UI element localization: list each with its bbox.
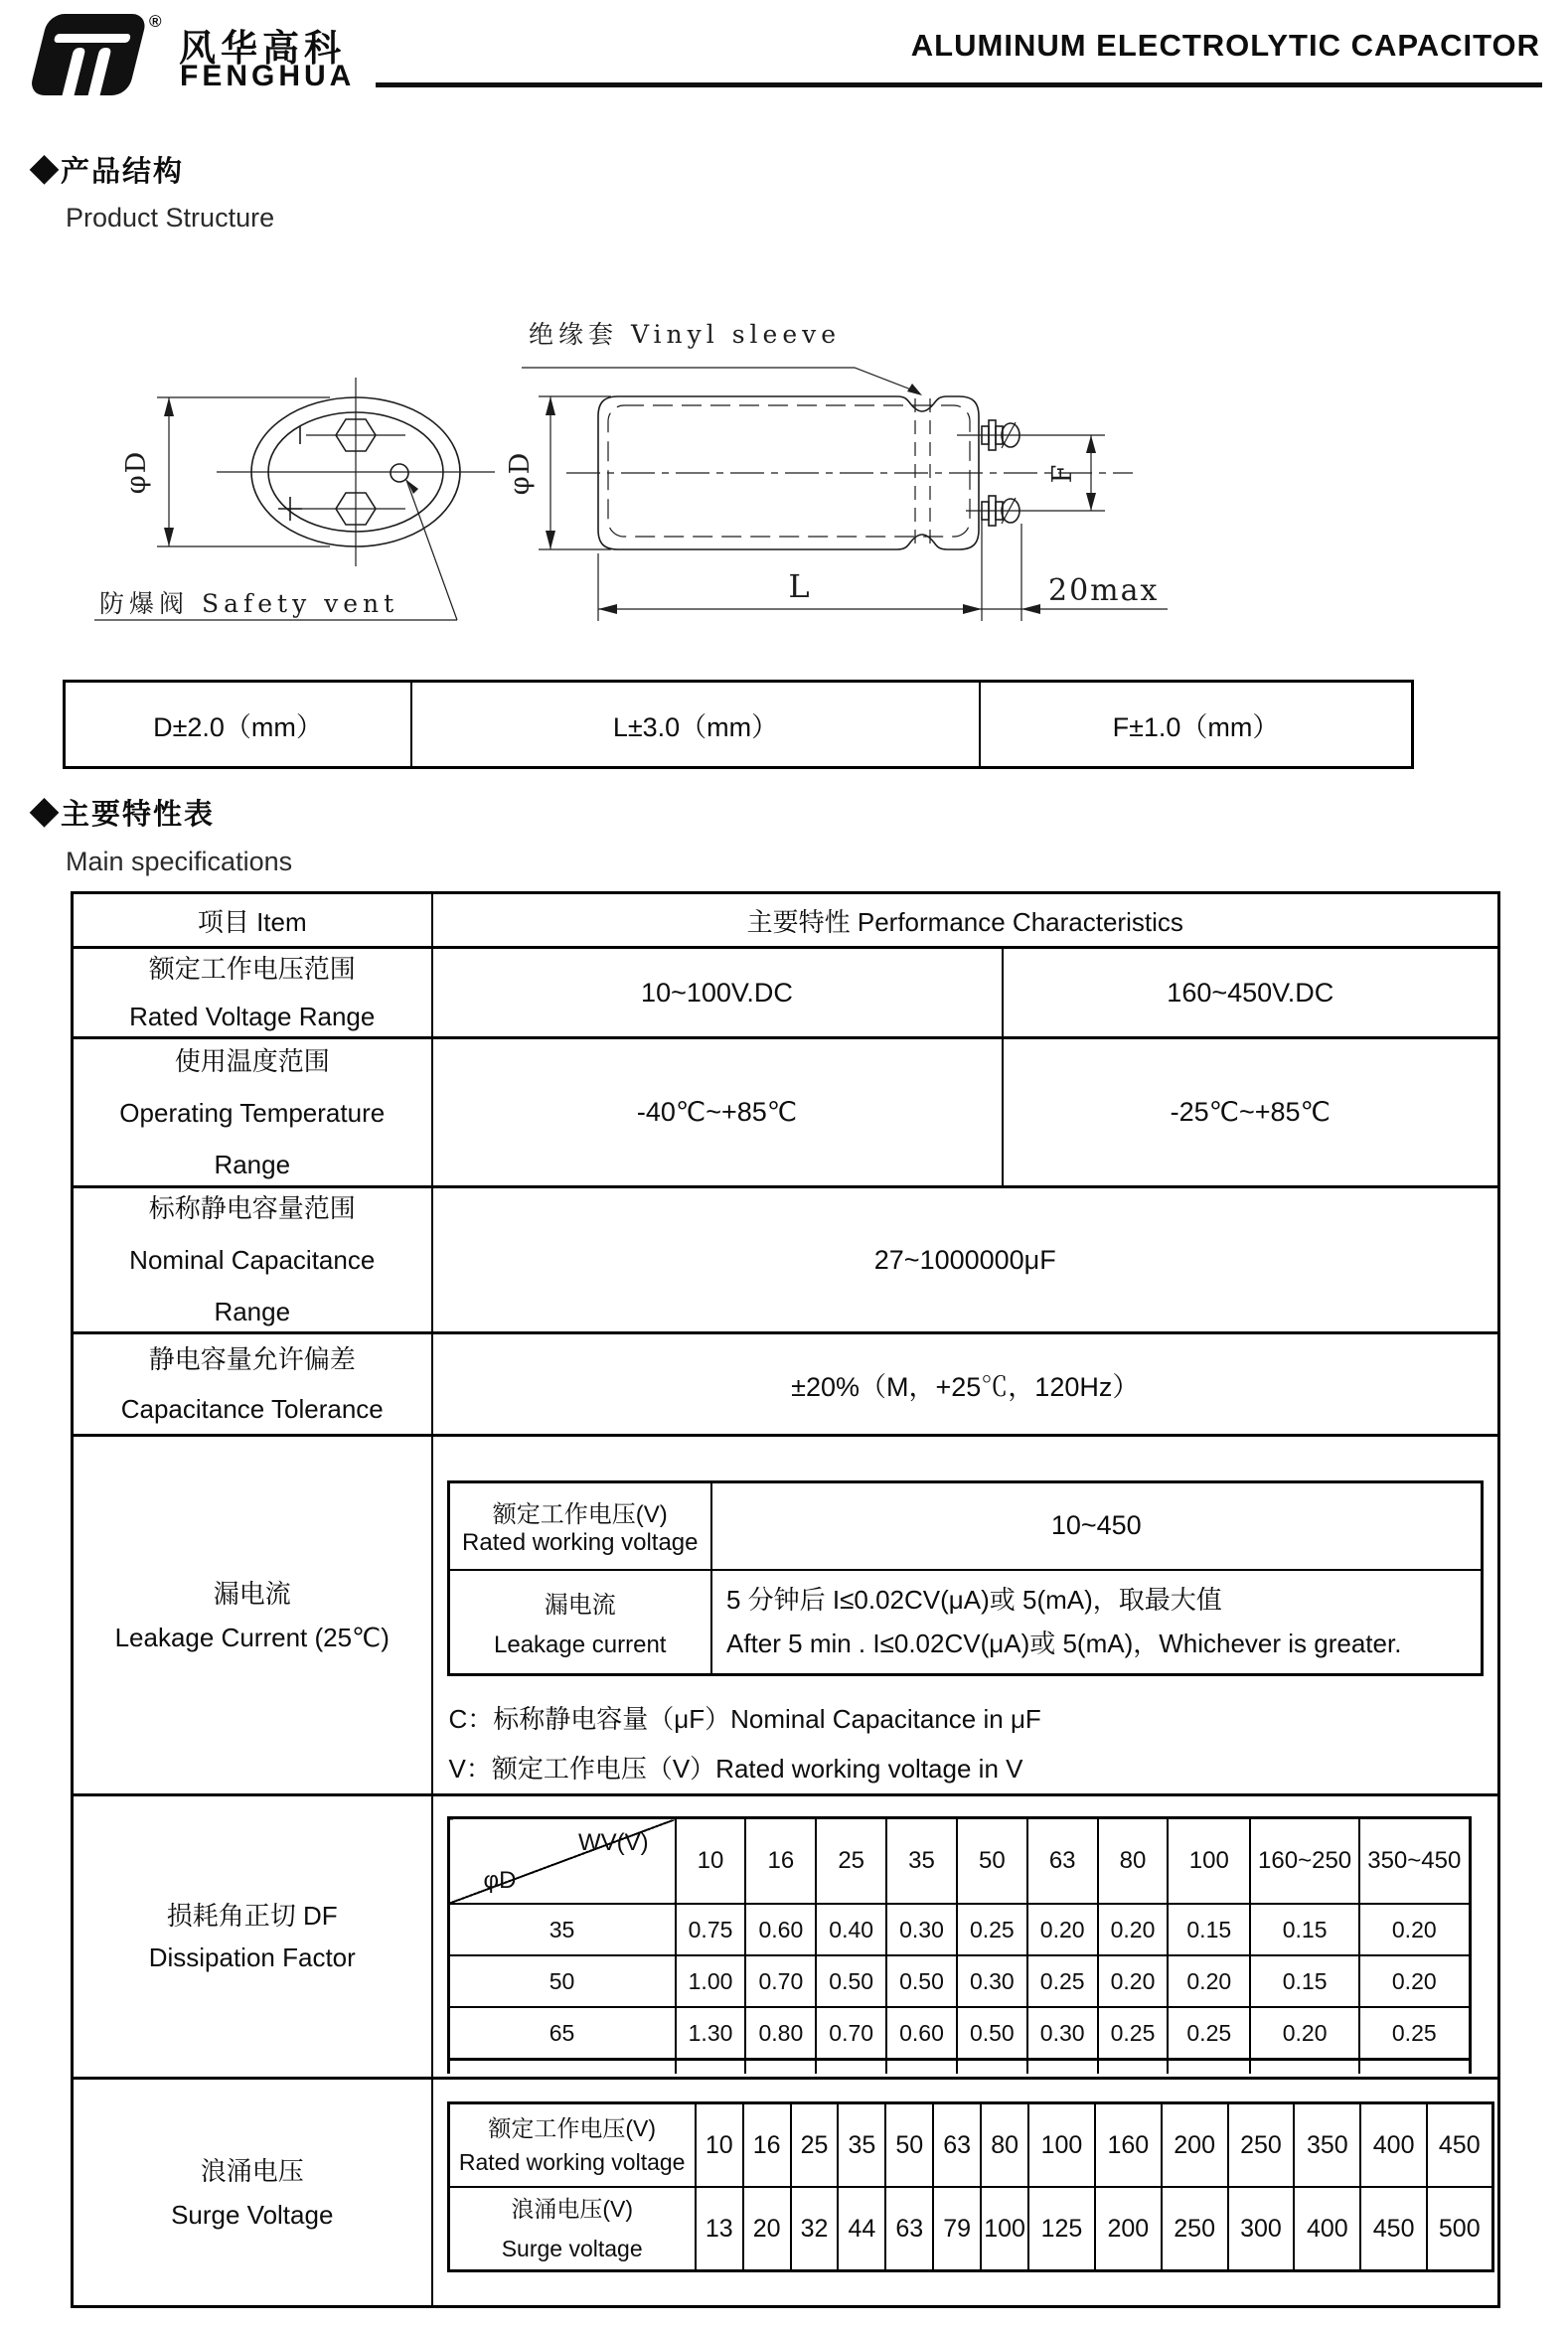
df-value: 0.25 <box>1027 1955 1098 2007</box>
df-label-en: Dissipation Factor <box>148 1942 356 1972</box>
leakage-voltage-label-en: Rated working voltage <box>462 1529 699 1557</box>
col-performance-header: 主要特性 Performance Characteristics <box>432 893 1499 948</box>
df-dia: 65 <box>448 2007 676 2060</box>
df-value: 0.40 <box>816 1904 886 1955</box>
row-leakage-current <box>73 1436 1499 1795</box>
surge-rated-value: 160 <box>1095 2103 1162 2188</box>
brand-name-en: FENGHUA <box>180 60 356 92</box>
surge-rated-value: 63 <box>933 2103 981 2188</box>
surge-rated-value: 35 <box>838 2103 885 2188</box>
df-value: 0.75 <box>676 1904 746 1955</box>
table-header-row <box>73 893 1499 948</box>
brand-name-cn: 风华高科 <box>179 28 346 69</box>
df-value: 0.20 <box>1359 1955 1470 2007</box>
tolerance-l: L±3.0（mm） <box>410 683 979 766</box>
df-col: 160~250 <box>1250 1818 1359 1905</box>
leakage-note-c: C：标称静电容量（μF）Nominal Capacitance in μF <box>448 1704 1041 1734</box>
tolerance-label-en: Capacitance Tolerance <box>120 1394 384 1424</box>
temperature-label-en1: Operating Temperature <box>119 1097 386 1128</box>
surge-value-row <box>448 2187 1492 2271</box>
df-dia: 35 <box>448 1904 676 1955</box>
leakage-inner-table <box>447 1480 1484 1676</box>
df-col: 35 <box>886 1818 957 1905</box>
temperature-low: -40℃~+85℃ <box>432 1038 1003 1187</box>
df-value: 0.25 <box>1359 2007 1470 2060</box>
df-value: 0.25 <box>1168 2007 1250 2060</box>
df-value: 0.25 <box>957 1904 1027 1955</box>
rated-voltage-high: 160~450V.DC <box>1003 948 1499 1038</box>
product-structure-drawing <box>70 293 1242 661</box>
df-corner-cell <box>448 1818 676 1905</box>
df-row-35 <box>448 1904 1470 1955</box>
row-dissipation-factor <box>73 1795 1499 2079</box>
df-value: 1.30 <box>676 2007 746 2060</box>
row-surge-voltage <box>73 2079 1499 2307</box>
leakage-voltage-value: 10~450 <box>711 1482 1482 1570</box>
dim-phi-d-side: φD <box>505 450 536 496</box>
leakage-current-label-cn: 漏电流 <box>544 1591 616 1619</box>
surge-value: 400 <box>1294 2187 1360 2271</box>
df-value: 0.15 <box>1168 1904 1250 1955</box>
df-col: 80 <box>1098 1818 1169 1905</box>
dim-l: L <box>788 567 812 605</box>
df-value: 0.70 <box>816 2007 886 2060</box>
dimension-tolerance-table <box>63 680 1414 769</box>
df-col: 25 <box>816 1818 886 1905</box>
surge-rated-value: 250 <box>1228 2103 1295 2188</box>
surge-value: 200 <box>1095 2187 1162 2271</box>
df-value: 0.20 <box>1098 1955 1169 2007</box>
surge-value: 250 <box>1162 2187 1228 2271</box>
surge-rated-value: 25 <box>791 2103 839 2188</box>
df-value: 1.00 <box>676 1955 746 2007</box>
section-main-specs-en: Main specifications <box>66 847 293 876</box>
header-rule <box>376 82 1542 87</box>
df-col: 63 <box>1027 1818 1098 1905</box>
df-value: 0.50 <box>886 1955 957 2007</box>
rated-voltage-low: 10~100V.DC <box>432 948 1003 1038</box>
df-value: 0.20 <box>1027 1904 1098 1955</box>
df-value: 0.15 <box>1250 1955 1359 2007</box>
fenghua-logo-icon <box>28 10 152 102</box>
df-value: 0.20 <box>1168 1955 1250 2007</box>
surge-rated-value: 10 <box>696 2103 743 2188</box>
surge-rated-value: 350 <box>1294 2103 1360 2188</box>
df-row-50 <box>448 1955 1470 2007</box>
df-value: 0.30 <box>1027 2007 1098 2060</box>
df-value: 0.50 <box>957 2007 1027 2060</box>
df-col: 10 <box>676 1818 746 1905</box>
df-row-65 <box>448 2007 1470 2060</box>
df-value: 0.20 <box>1250 2007 1359 2060</box>
page-title: ALUMINUM ELECTROLYTIC CAPACITOR <box>910 28 1540 63</box>
leakage-current-label-en: Leakage current <box>494 1631 667 1658</box>
surge-value: 300 <box>1228 2187 1295 2271</box>
registered-trademark: ® <box>149 12 162 31</box>
dim-20max: 20max <box>1048 573 1160 608</box>
surge-value: 450 <box>1360 2187 1427 2271</box>
row-operating-temperature <box>73 1038 1499 1187</box>
tolerance-f: F±1.0（mm） <box>979 683 1411 766</box>
df-clipped-row <box>448 2060 1470 2075</box>
surge-rated-value: 80 <box>981 2103 1028 2188</box>
col-item-header: 项目 Item <box>73 893 432 948</box>
surge-value: 63 <box>885 2187 933 2271</box>
dim-f: F <box>1047 462 1078 484</box>
surge-rated-value: 200 <box>1162 2103 1228 2188</box>
df-value: 0.30 <box>957 1955 1027 2007</box>
capacitor-top-view <box>94 378 495 620</box>
section-main-specs-cn: ◆主要特性表 <box>30 799 216 831</box>
vinyl-sleeve-label: 绝缘套 Vinyl sleeve <box>529 320 842 349</box>
surge-label-cn: 浪涌电压 <box>200 2155 304 2186</box>
surge-inner-table <box>447 2101 1494 2272</box>
row-nominal-capacitance <box>73 1187 1499 1333</box>
row-capacitance-tolerance <box>73 1333 1499 1436</box>
surge-value: 500 <box>1427 2187 1492 2271</box>
leakage-label-en: Leakage Current (25℃) <box>114 1622 390 1652</box>
capacitance-value: 27~1000000μF <box>432 1187 1499 1333</box>
capacitance-label-cn: 标称静电容量范围 <box>148 1193 356 1223</box>
tolerance-value: ±20%（M，+25℃，120Hz） <box>432 1333 1499 1436</box>
surge-rated-value: 50 <box>885 2103 933 2188</box>
capacitance-label-en2: Range <box>214 1297 291 1326</box>
surge-rated-value: 400 <box>1360 2103 1427 2188</box>
leakage-note-v: V：额定工作电压（V）Rated working voltage in V <box>448 1754 1023 1784</box>
df-value: 0.20 <box>1098 1904 1169 1955</box>
rated-voltage-label-en: Rated Voltage Range <box>129 1002 376 1031</box>
temperature-label-en2: Range <box>214 1149 291 1179</box>
df-dia: 50 <box>448 1955 676 2007</box>
row-rated-voltage <box>73 948 1499 1038</box>
leakage-formula-en: After 5 min . I≤0.02CV(μA)或 5(mA)，Whichever is greater. <box>726 1629 1402 1659</box>
df-value: 0.60 <box>886 2007 957 2060</box>
df-corner-wv: WV(V) <box>577 1829 649 1856</box>
surge-label-en: Surge Voltage <box>171 2199 334 2230</box>
surge-value-label-en: Surge voltage <box>501 2236 643 2261</box>
temperature-high: -25℃~+85℃ <box>1003 1038 1499 1187</box>
leakage-label-cn: 漏电流 <box>213 1578 291 1609</box>
df-value: 0.70 <box>745 1955 816 2007</box>
surge-value: 32 <box>791 2187 839 2271</box>
df-col: 50 <box>957 1818 1027 1905</box>
tolerance-d: D±2.0（mm） <box>153 711 323 742</box>
surge-rated-value: 100 <box>1028 2103 1095 2188</box>
capacitor-side-view <box>505 320 1168 621</box>
surge-value: 13 <box>696 2187 743 2271</box>
surge-value: 79 <box>933 2187 981 2271</box>
df-inner-table <box>447 1816 1472 2074</box>
surge-rated-label-cn: 额定工作电压(V) <box>488 2115 657 2141</box>
df-value: 0.20 <box>1359 1904 1470 1955</box>
df-label-cn: 损耗角正切 DF <box>166 1901 338 1931</box>
surge-rated-label-en: Rated working voltage <box>458 2149 686 2175</box>
surge-rated-value: 450 <box>1427 2103 1492 2188</box>
surge-rated-row <box>448 2103 1492 2188</box>
df-col: 100 <box>1168 1818 1250 1905</box>
df-value: 0.15 <box>1250 1904 1359 1955</box>
surge-value: 125 <box>1028 2187 1095 2271</box>
safety-vent <box>391 464 408 482</box>
surge-value: 44 <box>838 2187 885 2271</box>
safety-vent-label: 防爆阀 Safety vent <box>99 589 399 618</box>
surge-value: 100 <box>981 2187 1028 2271</box>
df-col: 16 <box>745 1818 816 1905</box>
rated-voltage-label-cn: 额定工作电压范围 <box>148 954 356 984</box>
main-spec-table <box>71 891 1500 2308</box>
temperature-label-cn: 使用温度范围 <box>174 1045 330 1076</box>
surge-rated-value: 16 <box>743 2103 791 2188</box>
surge-value-label-cn: 浪涌电压(V) <box>511 2196 634 2222</box>
surge-value: 20 <box>743 2187 791 2271</box>
df-value: 0.50 <box>816 1955 886 2007</box>
section-product-structure-cn: ◆产品结构 <box>30 156 185 188</box>
df-corner-phid: φD <box>483 1867 517 1894</box>
section-product-structure-en: Product Structure <box>66 203 275 233</box>
capacitance-label-en1: Nominal Capacitance <box>129 1245 376 1275</box>
tolerance-label-cn: 静电容量允许偏差 <box>148 1344 356 1374</box>
df-value: 0.80 <box>745 2007 816 2060</box>
dim-phi-d-left: φD <box>121 449 152 495</box>
df-value: 0.25 <box>1098 2007 1169 2060</box>
leakage-formula-cn: 5 分钟后 I≤0.02CV(μA)或 5(mA)，取最大值 <box>726 1585 1222 1616</box>
leakage-voltage-label-cn: 额定工作电压(V) <box>492 1501 668 1529</box>
df-value: 0.30 <box>886 1904 957 1955</box>
df-col: 350~450 <box>1359 1818 1470 1905</box>
df-value: 0.60 <box>745 1904 816 1955</box>
